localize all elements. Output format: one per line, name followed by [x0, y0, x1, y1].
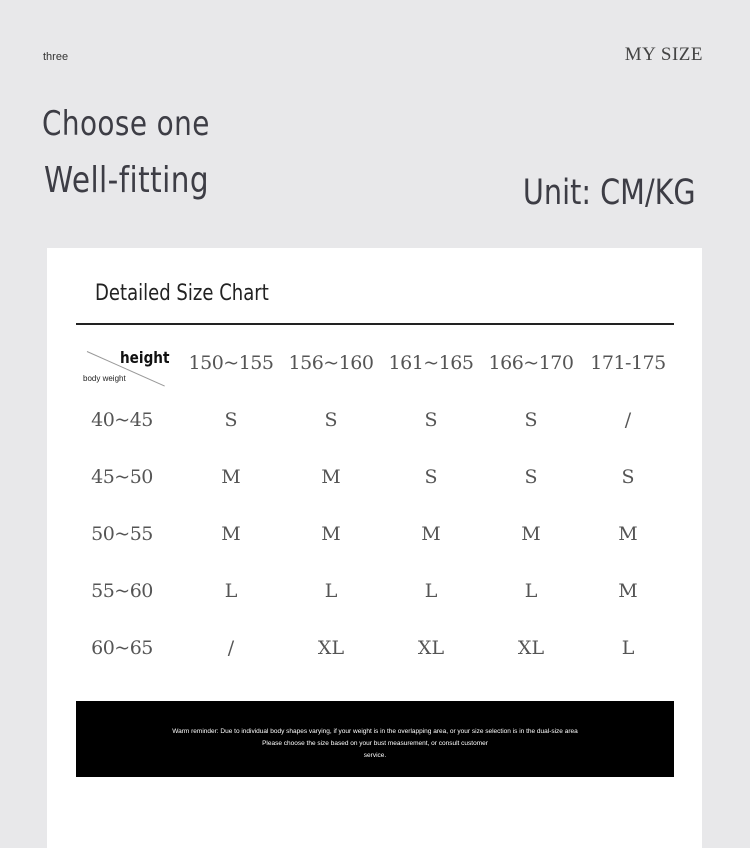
size-cell: M [421, 523, 441, 545]
row-header-weight: 60~65 [91, 637, 153, 659]
size-cell: L [424, 580, 438, 602]
size-cell: XL [317, 637, 345, 659]
headline-line-2: Well-fitting [44, 160, 209, 201]
size-cell: / [227, 637, 235, 659]
title-divider [76, 323, 674, 325]
size-cell: M [221, 523, 241, 545]
size-cell: S [224, 409, 238, 431]
size-cell: / [624, 409, 632, 431]
headline-line-1: Choose one [42, 104, 210, 144]
size-cell: S [524, 409, 538, 431]
size-cell: M [321, 466, 341, 488]
row-header-weight: 45~50 [91, 466, 153, 488]
column-header-height: 171-175 [590, 352, 666, 374]
card-title: Detailed Size Chart [95, 281, 269, 306]
size-cell: S [621, 466, 635, 488]
size-cell: M [321, 523, 341, 545]
column-header-height: 150~155 [188, 352, 274, 374]
corner-label-weight: body weight [83, 374, 126, 383]
size-cell: M [618, 580, 638, 602]
size-cell: XL [417, 637, 445, 659]
unit-label: Unit: CM/KG [523, 173, 696, 213]
corner-label-height: height [120, 348, 170, 367]
row-header-weight: 55~60 [91, 580, 153, 602]
size-cell: M [221, 466, 241, 488]
warm-reminder-banner [76, 701, 674, 777]
section-tag: three [43, 51, 69, 63]
size-cell: S [524, 466, 538, 488]
size-cell: S [424, 466, 438, 488]
column-header-height: 161~165 [388, 352, 474, 374]
brand-logo-text: MY SIZE [624, 44, 703, 65]
size-cell: M [618, 523, 638, 545]
reminder-line-2: Please choose the size based on your bust measurement, or consult customer [262, 740, 488, 747]
size-cell: M [521, 523, 541, 545]
reminder-line-3: service. [363, 752, 387, 759]
size-cell: XL [517, 637, 545, 659]
size-cell: L [324, 580, 338, 602]
column-header-height: 166~170 [488, 352, 574, 374]
size-cell: L [224, 580, 238, 602]
size-cell: L [524, 580, 538, 602]
column-header-height: 156~160 [288, 352, 374, 374]
size-cell: S [424, 409, 438, 431]
reminder-line-1: Warm reminder: Due to individual body shapes varying, if your weight is in the overlapping area, or your size selection is in the dual-size area [172, 728, 578, 735]
size-chart-card [47, 248, 702, 848]
size-cell: S [324, 409, 338, 431]
row-header-weight: 50~55 [91, 523, 153, 545]
size-cell: L [621, 637, 635, 659]
row-header-weight: 40~45 [91, 409, 153, 431]
